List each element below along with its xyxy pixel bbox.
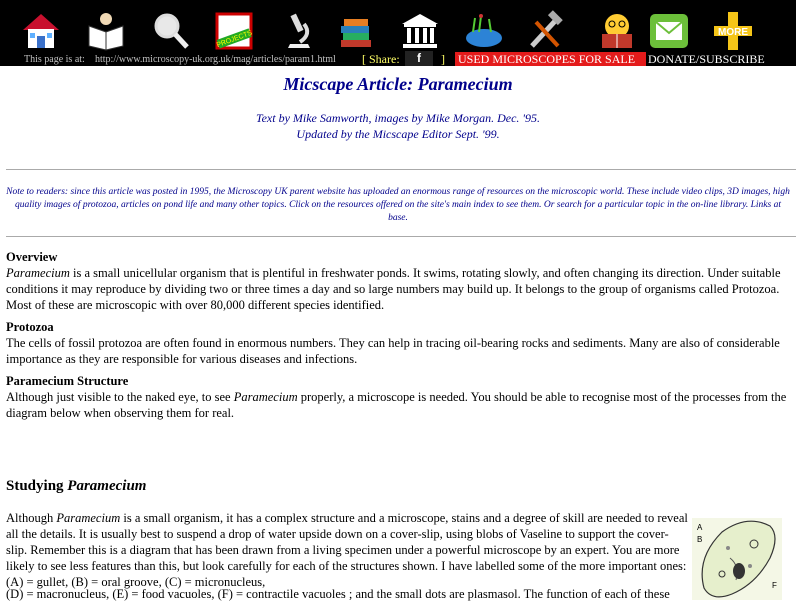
structure-post: properly, a microscope is needed. You should be able to recognise most of the processes from the diagram below when observing them for real. <box>6 390 787 420</box>
projects-text: PROJECTS <box>215 29 254 50</box>
url-label: This page is at: <box>24 54 85 65</box>
pond-icon[interactable] <box>461 8 507 54</box>
projects-icon[interactable] <box>211 8 257 54</box>
used-microscopes-link[interactable]: USED MICROSCOPES FOR SALE <box>455 52 646 66</box>
structure-em: Paramecium <box>233 390 298 404</box>
studying-pre: Studying <box>6 478 68 494</box>
structure-pre: Although just visible to the naked eye, to see <box>6 390 234 404</box>
overview-heading: Overview <box>6 250 58 264</box>
overview-text <box>6 265 790 313</box>
magnifier-icon[interactable] <box>148 8 194 54</box>
share-bracket: ] <box>441 52 445 66</box>
study-em: Paramecium <box>56 511 121 525</box>
paramecium-diagram[interactable] <box>692 518 782 600</box>
divider <box>6 236 796 237</box>
studying-heading <box>6 477 146 495</box>
books-icon[interactable] <box>333 8 379 54</box>
facebook-share-button[interactable]: f <box>405 51 433 66</box>
page-url: http://www.microscopy-uk.org.uk/mag/articles/param1.html <box>95 54 336 65</box>
more-icon[interactable] <box>710 8 756 54</box>
reader-note: Note to readers: since this article was posted in 1995, the Microscopy UK parent website has uploaded an enormous range of resources on the microscopic world. These include video clips, 3D images, high quality images of protozoa, articles on pond life and many other topics. Click on the resources offered on the site's main index to see them. Or search for a particular topic in the on-line library. Links at base. <box>6 187 790 223</box>
read-face-icon[interactable] <box>594 8 640 54</box>
byline-authors: Text by Mike Samworth, images by Mike Morgan. Dec. '95. <box>256 111 540 125</box>
page-title: Micscape Article: Paramecium <box>283 74 513 94</box>
museum-icon[interactable] <box>397 8 443 54</box>
overview-body: is a small unicellular organism that is plentiful in freshwater ponds. It swims, rotating slowly, and often changing its direction. Under suitable conditions it may reproduce by dividing two or three times a day and so large numbers may build up. It belongs to the group of organisms called Protozoa. Most of these are microscopic with over 80,000 different species identified. <box>6 266 781 312</box>
studying-em: Paramecium <box>67 478 147 494</box>
diagram-label-f: F <box>772 581 777 590</box>
protozoa-heading: Protozoa <box>6 320 54 334</box>
diagram-label-b: B <box>697 535 703 544</box>
top-toolbar <box>0 0 796 66</box>
structure-text <box>6 389 790 421</box>
studying-text-line2: (D) = macronucleus, (E) = food vacuoles, (F) = contractile vacuoles ; and the small dots are plasmasol. The function of each of these <box>6 587 670 601</box>
article-content <box>6 72 790 601</box>
email-icon[interactable] <box>646 8 692 54</box>
more-text: MORE <box>718 27 748 38</box>
divider <box>6 169 796 170</box>
share-label: [ Share: <box>362 52 400 66</box>
url-row <box>0 51 796 66</box>
studying-text <box>6 510 688 590</box>
structure-heading: Paramecium Structure <box>6 374 129 388</box>
study-post: is a small organism, it has a complex structure and a microscope, stains and a degree of skill are needed to reveal all the details. It is usually best to suspend a drop of water upside down on a cover-slip, using blobs of Vaseline to support the cover-slip. Remember this is a diagram that has been drawn from a living specimen under a powerful microscope by an expert. You are more likely to see less features than this, but look carefully for each of the structures shown. I have labelled some of the more important ones: (A) = gullet, (B) = oral groove, (C) = micronucleus, <box>6 511 688 589</box>
diagram-label-a: A <box>697 523 703 532</box>
study-pre: Although <box>6 511 57 525</box>
byline-updated: Updated by the Micscape Editor Sept. '99. <box>296 127 500 141</box>
donate-subscribe-link[interactable]: DONATE/SUBSCRIBE <box>648 52 765 66</box>
home-icon[interactable] <box>18 8 64 54</box>
reader-icon[interactable] <box>83 8 129 54</box>
protozoa-text: The cells of fossil protozoa are often found in enormous numbers. They can help in tracing oil-bearing rocks and sediments. Many are also of considerable importance as they are responsible for various diseases and infections. <box>6 336 780 366</box>
tools-icon[interactable] <box>522 8 568 54</box>
overview-em: Paramecium <box>6 266 70 280</box>
microscope-icon[interactable] <box>276 8 322 54</box>
